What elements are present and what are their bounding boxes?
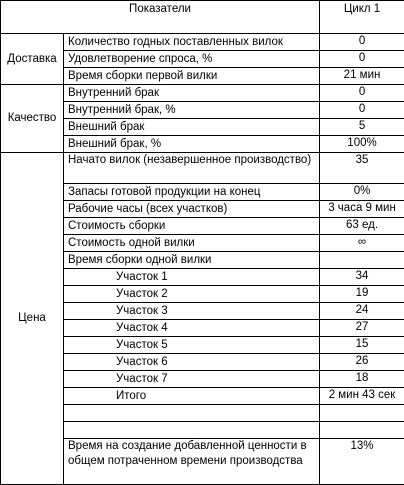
row-value bbox=[320, 405, 404, 422]
row-label: Количество годных поставленных вилок bbox=[64, 34, 320, 51]
table-row bbox=[1, 85, 404, 102]
row-value: 18 bbox=[320, 371, 404, 388]
row-label: Участок 1 bbox=[64, 269, 320, 286]
row-value: 24 bbox=[320, 303, 404, 320]
row-label: Запасы готовой продукции на конец bbox=[64, 184, 320, 201]
row-label: Участок 6 bbox=[64, 354, 320, 371]
row-label: Участок 3 bbox=[64, 303, 320, 320]
row-label: Участок 2 bbox=[64, 286, 320, 303]
row-value: 34 bbox=[320, 269, 404, 286]
row-value: 0 bbox=[320, 34, 404, 51]
row-value: 27 bbox=[320, 320, 404, 337]
row-value: 0 bbox=[320, 51, 404, 68]
row-label: Начато вилок (незавершенное производство) bbox=[64, 153, 320, 184]
row-label: Время сборки первой вилки bbox=[64, 68, 320, 85]
row-label: Удовлетворение спроса, % bbox=[64, 51, 320, 68]
row-label: Внешний брак, % bbox=[64, 136, 320, 153]
category-price: Цена bbox=[1, 153, 64, 485]
row-value: 13% bbox=[320, 439, 404, 485]
category-quality: Качество bbox=[1, 85, 64, 153]
row-value: 63 ед. bbox=[320, 218, 404, 235]
row-label bbox=[64, 405, 320, 422]
row-label: Участок 7 bbox=[64, 371, 320, 388]
row-label: Стоимость одной вилки bbox=[64, 235, 320, 252]
row-label: Время на создание добавленной ценности в общем потраченном времени производства bbox=[64, 439, 320, 485]
header-cycle: Цикл 1 bbox=[320, 1, 404, 34]
row-value: 15 bbox=[320, 337, 404, 354]
row-value: 3 часа 9 мин bbox=[320, 201, 404, 218]
row-label: Участок 5 bbox=[64, 337, 320, 354]
row-label: Внутренний брак bbox=[64, 85, 320, 102]
row-value: 35 bbox=[320, 153, 404, 184]
row-label: Время сборки одной вилки bbox=[64, 252, 320, 269]
row-value: 0 bbox=[320, 85, 404, 102]
row-label: Участок 4 bbox=[64, 320, 320, 337]
row-label bbox=[64, 422, 320, 439]
row-value: 2 мин 43 сек bbox=[320, 388, 404, 405]
row-value: ∞ bbox=[320, 235, 404, 252]
row-label: Стоимость сборки bbox=[64, 218, 320, 235]
header-indicators: Показатели bbox=[1, 1, 320, 34]
row-label: Внешний брак bbox=[64, 119, 320, 136]
row-value: 26 bbox=[320, 354, 404, 371]
header-row bbox=[1, 1, 404, 34]
row-value: 0 bbox=[320, 102, 404, 119]
row-label: Итого bbox=[64, 388, 320, 405]
table-row bbox=[1, 34, 404, 51]
row-value: 19 bbox=[320, 286, 404, 303]
row-value: 5 bbox=[320, 119, 404, 136]
row-value: 100% bbox=[320, 136, 404, 153]
row-label: Внутренний брак, % bbox=[64, 102, 320, 119]
category-delivery: Доставка bbox=[1, 34, 64, 85]
row-label: Рабочие часы (всех участков) bbox=[64, 201, 320, 218]
row-value: 21 мин bbox=[320, 68, 404, 85]
row-value bbox=[320, 252, 404, 269]
row-value bbox=[320, 422, 404, 439]
table-row bbox=[1, 153, 404, 184]
row-value: 0% bbox=[320, 184, 404, 201]
